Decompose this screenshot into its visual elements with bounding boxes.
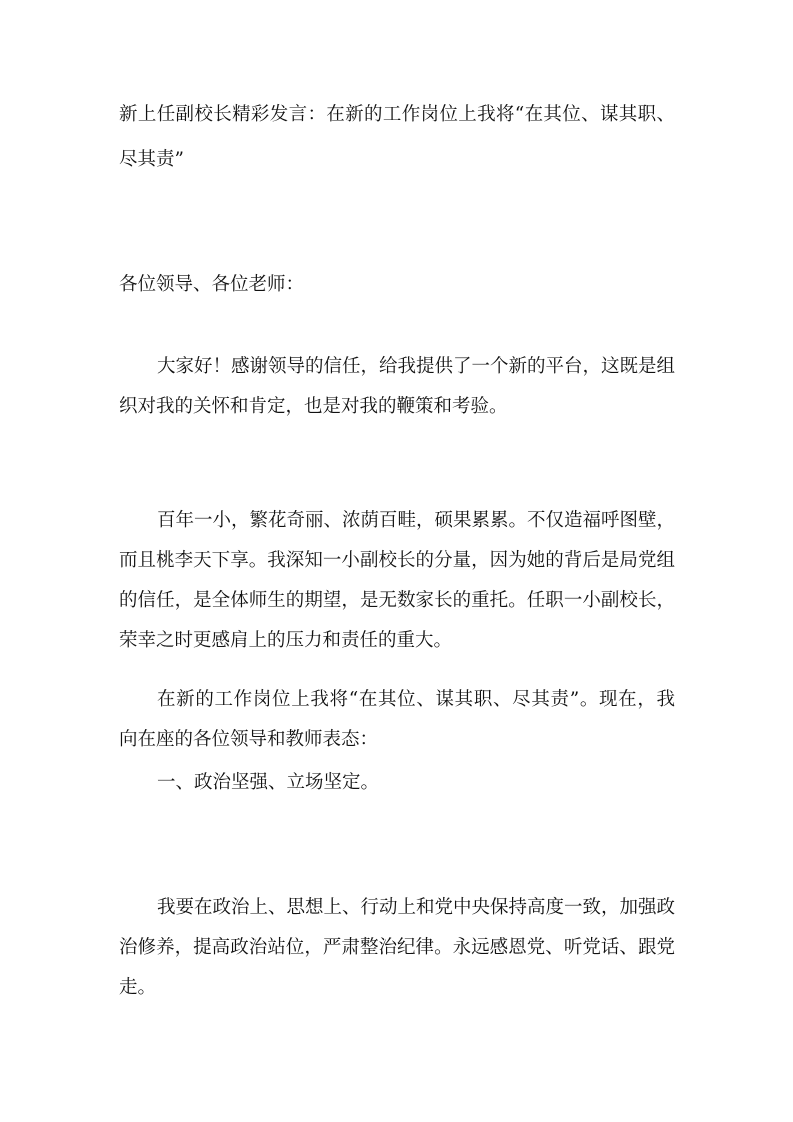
paragraph-line: 织对我的关怀和肯定，也是对我的鞭策和考验。 [119, 396, 508, 417]
section-heading-text: 一、政治坚强、立场坚定。 [157, 772, 380, 793]
paragraph-line: 治修养，提高政治站位，严肃整治纪律。永远感恩党、听党话、跟党 [119, 937, 675, 958]
paragraph-school [119, 509, 675, 669]
paragraph-line: 的信任，是全体师生的期望，是无数家长的重托。任职一小副校长， [119, 590, 675, 611]
paragraph-line: 荣幸之时更感肩上的压力和责任的重大。 [119, 630, 453, 651]
title-line: 尽其责” [119, 149, 184, 170]
paragraph-line: 走。 [119, 977, 157, 998]
paragraph-politics [119, 896, 675, 1016]
paragraph-thanks [119, 355, 675, 435]
paragraph-line: 而且桃李天下享。我深知一小副校长的分量，因为她的背后是局党组 [119, 550, 675, 571]
document-title [119, 103, 675, 193]
section-heading-1 [119, 771, 675, 811]
title-line: 新上任副校长精彩发言：在新的工作岗位上我将“在其位、谋其职、 [119, 104, 675, 125]
salutation-text: 各位领导、各位老师： [119, 274, 305, 295]
paragraph-line: 在新的工作岗位上我将“在其位、谋其职、尽其责”。现在，我 [157, 689, 675, 710]
paragraph-line: 百年一小，繁花奇丽、浓荫百畦，硕果累累。不仅造福呼图壁， [157, 510, 676, 531]
paragraph-line: 我要在政治上、思想上、行动上和党中央保持高度一致，加强政 [157, 897, 676, 918]
paragraph-pledge [119, 688, 675, 768]
paragraph-line: 向在座的各位领导和教师表态： [119, 729, 379, 750]
salutation [119, 273, 675, 313]
paragraph-line: 大家好！感谢领导的信任，给我提供了一个新的平台，这既是组 [157, 356, 676, 377]
